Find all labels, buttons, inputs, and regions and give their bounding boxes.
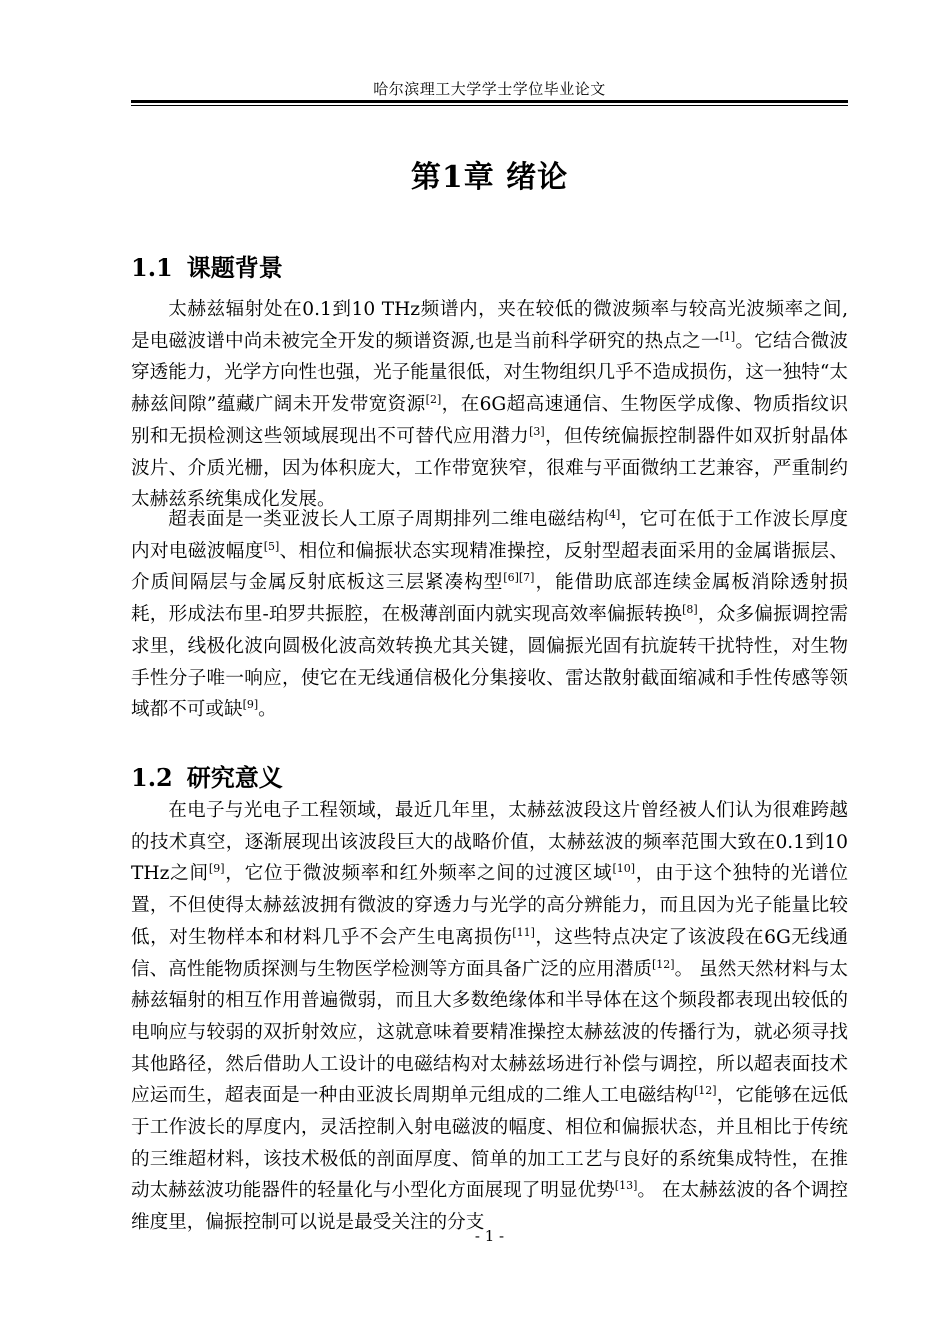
- section-number: 1.2: [131, 763, 173, 792]
- section-number: 1.1: [131, 253, 173, 282]
- section-title: 课题背景: [186, 253, 283, 282]
- header-rule-thin: [131, 105, 848, 106]
- citation: [3]: [529, 424, 545, 438]
- citation: [6]: [503, 571, 519, 585]
- paragraph-background-1: 太赫兹辐射处在0.1到10 THz频谱内，夹在较低的微波频率与较高光波频率之间,是电磁波谱中尚未被完全开发的频谱资源,也是当前科学研究的热点之一[1]。它结合微波穿透能力，光学方向性也强，光子能量很低，对生物组织几乎不造成损伤，这一独特“太赫兹间隙”蕴藏广阔未开发带宽资源[2]，在6G超高速通信、生物医学成像、物质指纹识别和无损检测这些领域展现出不可替代应用潜力[3]，但传统偏振控制器件如双折射晶体波片、介质光栅，因为体积庞大，工作带宽狭窄，很难与平面微纳工艺兼容，严重制约太赫兹系统集成化发展。: [131, 299, 848, 511]
- citation: [11]: [512, 925, 535, 939]
- citation: [9]: [208, 862, 225, 876]
- section-heading-1-2: [131, 758, 283, 793]
- paragraph-significance: 在电子与光电子工程领域，最近几年里，太赫兹波段这片曾经被人们认为很难跨越的技术真空，逐渐展现出该波段巨大的战略价值，太赫兹波的频率范围大致在0.1到10 THz之间[9]，它位于微波频率和红外频率之间的过渡区域[10]，由于这个独特的光谱位置，不但使得太赫兹波拥有微波的穿透力与光学的高分辨能力，而且因为光子能量比较低，对生物样本和材料几乎不会产生电离损伤[11]，这些特点决定了该波段在6G无线通信、高性能物质探测与生物医学检测等方面具备广泛的应用潜质[12]。 虽然天然材料与太赫兹辐射的相互作用普遍微弱，而且大多数绝缘体和半导体在这个频段都表现出较低的电响应与较弱的双折射效应，这就意味着要精准操控太赫兹波的传播行为，就必须寻找其他路径，然后借助人工设计的电磁结构对太赫兹场进行补偿与调控，所以超表面技术应运而生，超表面是一种由亚波长周期单元组成的二维人工电磁结构[12]，它能够在远低于工作波长的厚度内，灵活控制入射电磁波的幅度、相位和偏振状态，并且相比于传统的三维超材料，该技术极低的剖面厚度、简单的加工工艺与良好的系统集成特性，在推动太赫兹波功能器件的轻量化与小型化方面展现了明显优势[13]。 在太赫兹波的各个调控维度里，偏振控制可以说是最受关注的分支: [131, 800, 848, 1234]
- citation: [2]: [425, 392, 442, 406]
- section-title: 研究意义: [186, 763, 283, 792]
- citation: [10]: [612, 862, 636, 876]
- citation: [8]: [682, 602, 698, 616]
- paragraph-background-2: 超表面是一类亚波长人工原子周期排列二维电磁结构[4]，它可在低于工作波长厚度内对电磁波幅度[5]、相位和偏振状态实现精准操控，反射型超表面采用的金属谐振层、介质间隔层与金属反射底板这三层紧凑构型[6][7]，能借助底部连续金属板消除透射损耗，形成法布里-珀罗共振腔，在极薄剖面内就实现高效率偏振转换[8]，众多偏振调控需求里，线极化波向圆极化波高效转换尤其关键，圆偏振光固有抗旋转干扰特性，对生物手性分子唯一响应，使它在无线通信极化分集接收、雷达散射截面缩减和手性传感等领域都不可或缺[9]。: [131, 507, 848, 721]
- citation: [1]: [719, 329, 736, 343]
- citation: [12]: [652, 957, 675, 971]
- running-header: 哈尔滨理工大学学士学位毕业论文: [373, 80, 606, 98]
- page-number: - 1 -: [474, 1227, 505, 1245]
- citation: [12]: [694, 1084, 717, 1098]
- citation: [7]: [518, 571, 535, 585]
- header-rule-thick: [131, 100, 848, 103]
- citation: [4]: [604, 507, 621, 521]
- citation: [13]: [614, 1179, 638, 1193]
- chapter-title: 第1章 绪论: [410, 160, 569, 195]
- section-heading-1-1: [131, 248, 283, 283]
- citation: [5]: [263, 539, 280, 553]
- citation: [9]: [242, 698, 259, 712]
